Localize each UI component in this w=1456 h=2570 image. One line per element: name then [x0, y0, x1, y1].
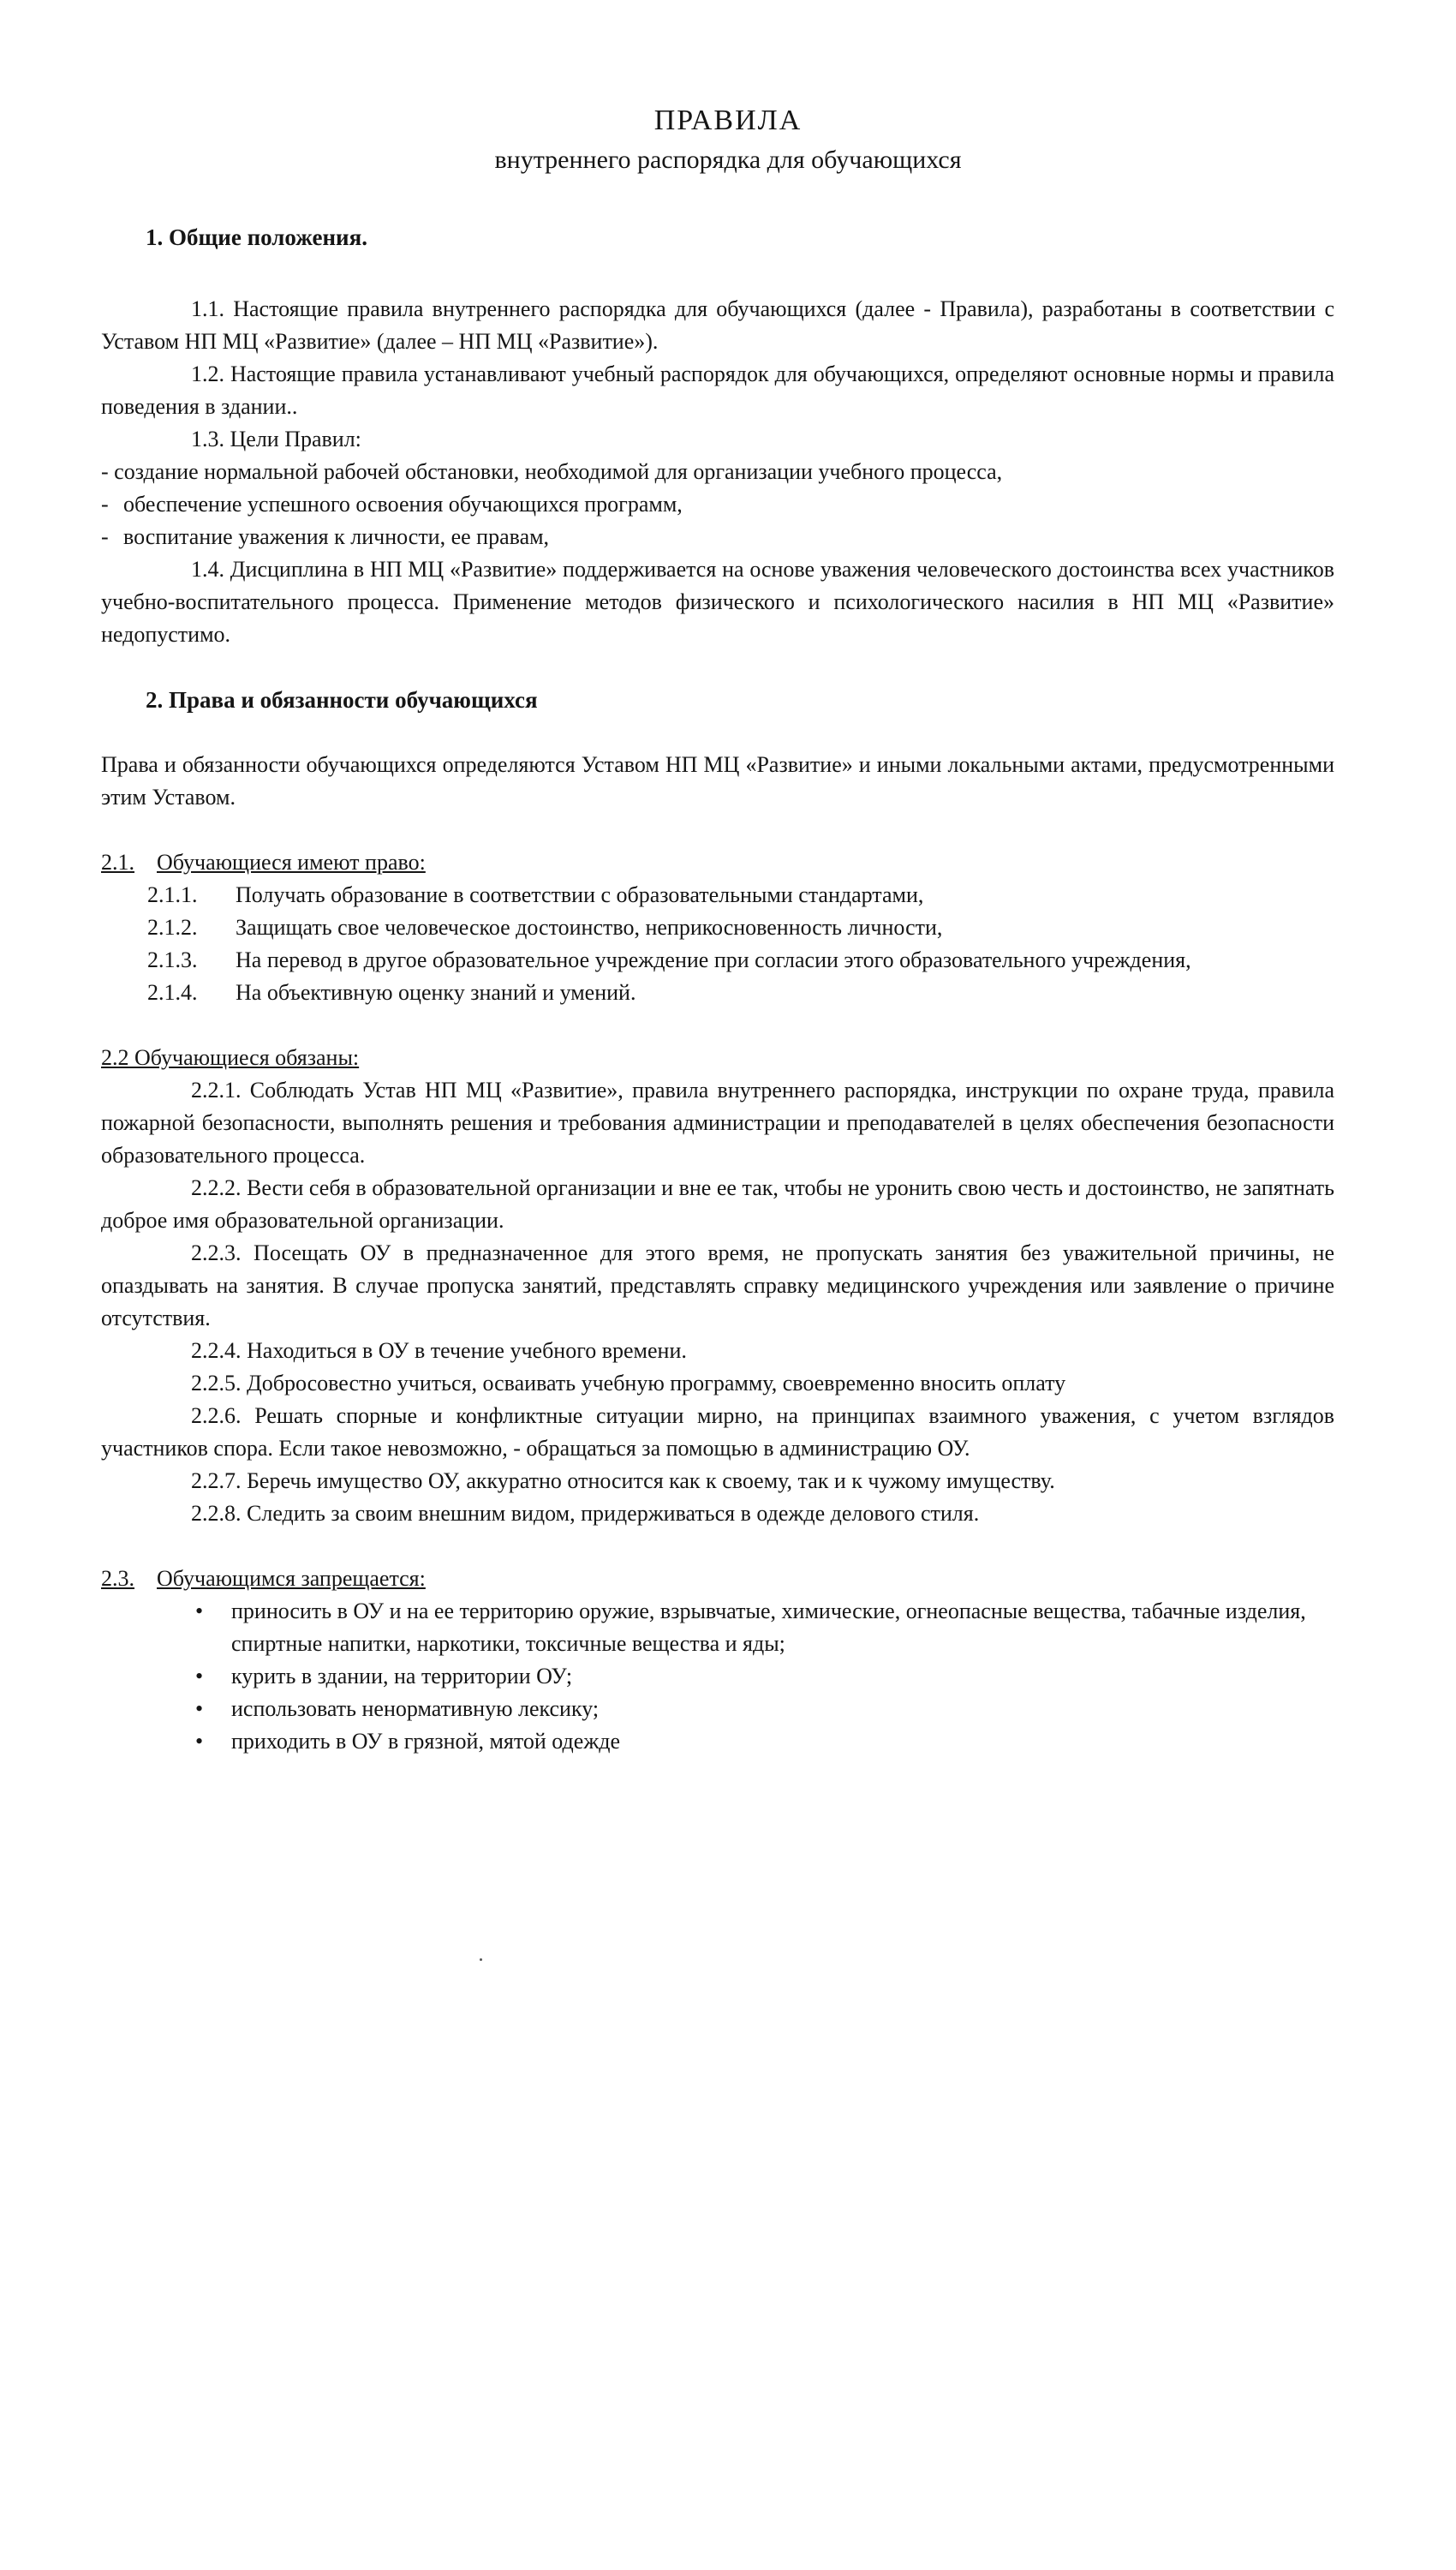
subsection-2-3-heading: 2.3. Обучающимся запрещается: — [101, 1566, 426, 1591]
duty-2-2-3: 2.2.3. Посещать ОУ в предназначенное для этого время, не пропускать занятия без уважительной причины, не опаздывать на занятия. В случае пропуска занятий, представлять справку медицинского учреждения или заявление о причине отсутствия. — [101, 1240, 1334, 1330]
rights-list — [101, 879, 1334, 1009]
paragraph-1-1: 1.1. Настоящие правила внутреннего распорядка для обучающихся (далее - Правила), разработаны в соответствии с Уставом НП МЦ «Развитие» (далее – НП МЦ «Развитие»). — [101, 296, 1334, 354]
duty-2-2-8: 2.2.8. Следить за своим внешним видом, придерживаться в одежде делового стиля. — [191, 1501, 980, 1526]
list-item: 2.1.2. Защищать свое человеческое достоинство, неприкосновенность личности, — [147, 915, 943, 940]
duty-2-2-6: 2.2.6. Решать спорные и конфликтные ситуации мирно, на принципах взаимного уважения, с учетом взглядов участников спора. Если такое невозможно, - обращаться за помощью в администрацию ОУ. — [101, 1403, 1334, 1461]
list-item: • приносить в ОУ и на ее территорию оружие, взрывчатые, химические, огнеопасные вещества, табачные изделия, спиртные напитки, наркотики, токсичные вещества и яды; — [195, 1599, 1306, 1656]
prohibitions-list — [101, 1595, 1334, 1758]
list-item: • использовать ненормативную лексику; — [195, 1696, 600, 1721]
duty-2-2-4: 2.2.4. Находиться в ОУ в течение учебного времени. — [191, 1338, 687, 1363]
subsection-2-2-heading: 2.2 Обучающиеся обязаны: — [101, 1045, 360, 1070]
goal-item-3: - воспитание уважения к личности, ее правам, — [101, 524, 550, 549]
list-item: 2.1.4. На объективную оценку знаний и умений. — [147, 980, 636, 1005]
paragraph-1-3: 1.3. Цели Правил: — [191, 427, 361, 451]
scan-speck — [480, 1958, 482, 1961]
document-subtitle: внутреннего распорядка для обучающихся — [494, 146, 962, 174]
list-item: 2.1.3. На перевод в другое образовательное учреждение при согласии этого образовательного учреждения, — [147, 947, 1191, 972]
paragraph-1-2: 1.2. Настоящие правила устанавливают учебный распорядок для обучающихся, определяют основные нормы и правила поведения в здании.. — [101, 362, 1334, 419]
list-item: • курить в здании, на территории ОУ; — [195, 1664, 573, 1688]
paragraph-1-4: 1.4. Дисциплина в НП МЦ «Развитие» поддерживается на основе уважения человеческого достоинства всех участников учебно-воспитательного процесса. Применение методов физического и психологического насилия в НП МЦ «Развитие» недопустимо. — [101, 557, 1334, 647]
duty-2-2-1: 2.2.1. Соблюдать Устав НП МЦ «Развитие», правила внутреннего распорядка, инструкции по охране труда, правила пожарной безопасности, выполнять решения и требования администрации и преподавателей в целях обеспечения безопасности образовательного процесса. — [101, 1078, 1334, 1168]
document-body — [101, 221, 1334, 1758]
duty-2-2-2: 2.2.2. Вести себя в образовательной организации и вне ее так, чтобы не уронить свою честь и достоинство, не запятнать доброе имя образовательной организации. — [101, 1175, 1334, 1233]
duty-2-2-7: 2.2.7. Беречь имущество ОУ, аккуратно относится как к своему, так и к чужому имуществу. — [191, 1468, 1055, 1493]
goal-item-2: - обеспечение успешного освоения обучающихся программ, — [101, 492, 683, 517]
duty-2-2-5: 2.2.5. Добросовестно учиться, осваивать учебную программу, своевременно вносить оплату — [191, 1371, 1066, 1396]
section-2-heading: 2. Права и обязанности обучающихся — [146, 687, 538, 713]
document-title: ПРАВИЛА — [653, 105, 803, 136]
section-1-heading: 1. Общие положения. — [146, 224, 367, 250]
list-item: 2.1.1. Получать образование в соответствии с образовательными стандартами, — [147, 882, 924, 907]
section-2-intro: Права и обязанности обучающихся определяются Уставом НП МЦ «Развитие» и иными локальными актами, предусмотренными этим Уставом. — [101, 752, 1334, 810]
goal-item-1: - создание нормальной рабочей обстановки, необходимой для организации учебного процесса, — [101, 459, 1003, 484]
subsection-2-1-heading: 2.1. Обучающиеся имеют право: — [101, 850, 426, 875]
list-item: • приходить в ОУ в грязной, мятой одежде — [195, 1729, 621, 1754]
